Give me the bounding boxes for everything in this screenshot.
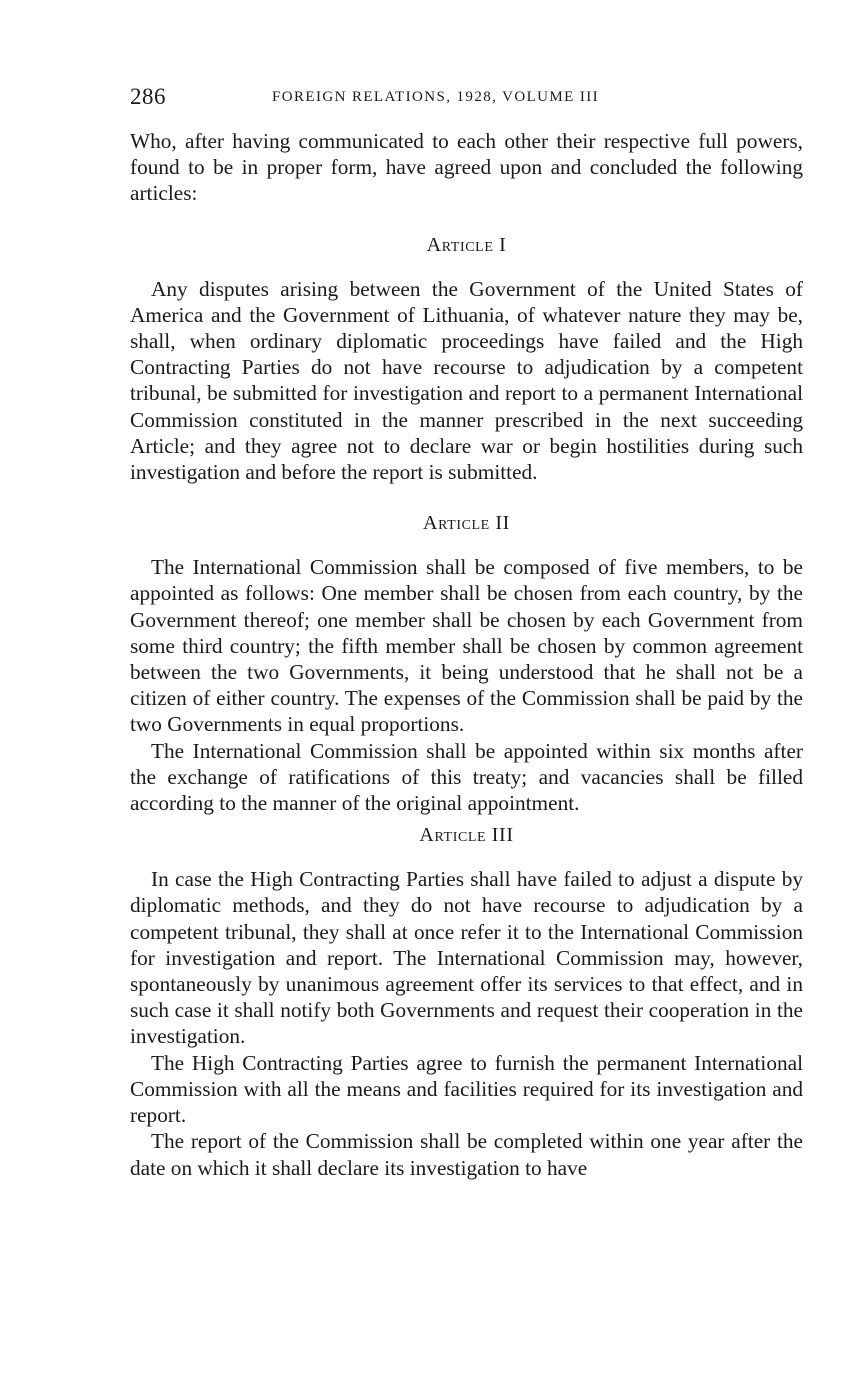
- running-title: FOREIGN RELATIONS, 1928, VOLUME III: [272, 89, 600, 105]
- article-2-paragraph-1: The International Commission shall be composed of five members, to be appointed as follows: One member shall be chosen from each country, by the Government thereof; one member shall be chosen by each Government from some third country; the fifth member shall be chosen by common agreement between the two Governments, it being understood that he shall not be a citizen of either country. The expenses of the Commission shall be paid by the two Governments in equal proportions.: [130, 555, 803, 737]
- article-3-paragraph-1: In case the High Contracting Parties shall have failed to adjust a dispute by diplomatic methods, and they do not have recourse to adjudication by a competent tribunal, they shall at once refer it to the International Commission for investigation and report. The International Commission may, however, spontaneously by unanimous agreement offer its services to that effect, and in such case it shall notify both Governments and request their cooperation in the investigation.: [130, 867, 803, 1049]
- article-3-heading: Article III: [419, 824, 514, 847]
- page-number: 286: [130, 84, 166, 109]
- article-2-heading: Article II: [423, 512, 510, 535]
- treaty-text: [130, 128, 803, 1181]
- article-1-heading: Article I: [426, 233, 507, 256]
- article-2-paragraph-2: The International Commission shall be appointed within six months after the exchange of ratifications of this treaty; and vacancies shall be filled according to the manner of the original appointment.: [130, 738, 803, 816]
- article-3-paragraph-3: The report of the Commission shall be completed within one year after the date on which it shall declare its investigation to have: [130, 1129, 803, 1180]
- article-3-paragraph-2: The High Contracting Parties agree to furnish the permanent International Commission with all the means and facilities required for its investigation and report.: [130, 1050, 803, 1128]
- preamble-paragraph: Who, after having communicated to each other their respective full powers, found to be in proper form, have agreed upon and concluded the following articles:: [130, 129, 803, 206]
- running-header: [130, 84, 803, 114]
- article-1-paragraph-1: Any disputes arising between the Government of the United States of America and the Government of Lithuania, of whatever nature they may be, shall, when ordinary diplomatic proceedings have failed and the High Contracting Parties do not have recourse to adjudication by a competent tribunal, be submitted for investigation and report to a permanent International Commission constituted in the manner prescribed in the next succeeding Article; and they agree not to declare war or begin hostilities during such investigation and before the report is submitted.: [130, 276, 803, 485]
